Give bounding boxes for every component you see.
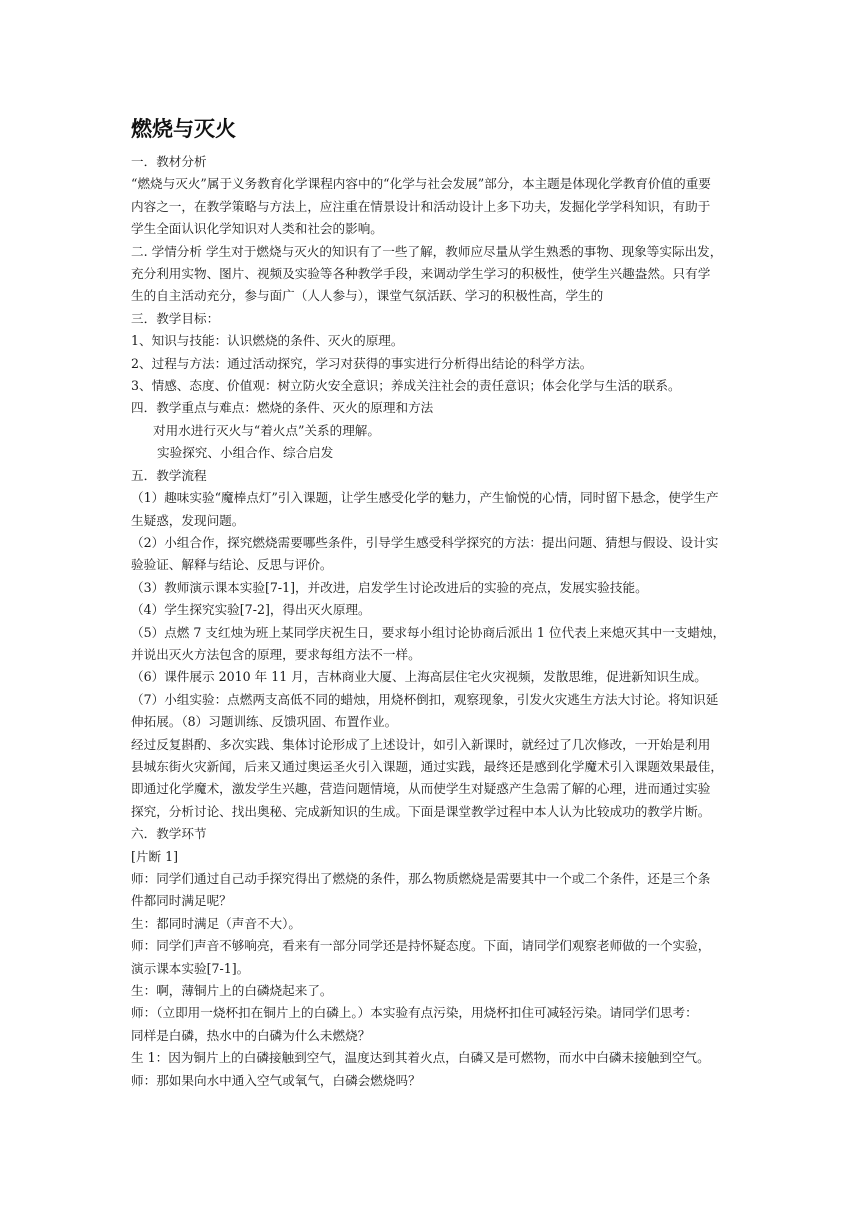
flow-item: 生疑惑，发现问题。 (131, 512, 245, 528)
dialogue-line: 师：同学们通过自己动手探究得出了燃烧的条件，那么物质燃烧是需要其中一个或二个条件，还是三个条 (131, 871, 711, 886)
paragraph-line: 即通过化学魔术，激发学生兴趣，营造问题情境，从而使学生对疑惑产生急需了解的心理，进而通过实验 (131, 781, 711, 797)
dialogue-line: 演示课本实验[7-1]。 (131, 960, 250, 976)
document-title: 燃烧与灭火 (131, 117, 236, 141)
section-heading-2: 二. 学情分析 学生对于燃烧与灭火的知识有了一些了解，教师应尽量从学生熟悉的事物、现象等实际出发， (131, 243, 723, 259)
goal-item: 1、知识与技能：认识燃烧的条件、灭火的原理。 (131, 333, 404, 349)
section-heading-4: 四．教学重点与难点：燃烧的条件、灭火的原理和方法 (131, 400, 434, 416)
flow-item: （2）小组合作，探究燃烧需要哪些条件，引导学生感受科学探究的方法：提出问题、猜想与假设、设计实 (131, 534, 719, 550)
paragraph-line: 生的自主活动充分，参与面广（人人参与），课堂气氛活跃、学习的积极性高，学生的 (131, 288, 604, 304)
paragraph-line: 经过反复斟酌、多次实践、集体讨论形成了上述设计，如引入新课时，就经过了几次修改，一开始是利用 (131, 736, 711, 752)
section-heading-3: 三．教学目标： (131, 310, 220, 326)
paragraph-line: 内容之一，在教学策略与方法上，应注重在情景设计和活动设计上多下功夫，发掘化学学科知识，有助于 (131, 198, 711, 214)
paragraph-line: 学生全面认识化学知识对人类和社会的影响。 (131, 221, 383, 237)
document-body (131, 151, 735, 1092)
dialogue-line: 生 1：因为铜片上的白磷接触到空气，温度达到其着火点，白磷又是可燃物，而水中白磷未接触到空气。 (131, 1050, 710, 1066)
dialogue-line: 生：啊，薄铜片上的白磷烧起来了。 (131, 983, 333, 999)
dialogue-line: 师：那如果向水中通入空气或氧气，白磷会燃烧吗？ (131, 1072, 421, 1088)
flow-item: 伸拓展。（8）习题训练、反馈巩固、布置作业。 (131, 714, 398, 730)
section-heading-1: 一．教材分析 (131, 154, 207, 169)
flow-item: （1）趣味实验“魔棒点灯”引入课题，让学生感受化学的魅力，产生愉悦的心情，同时留下悬念，使学生产 (131, 490, 719, 506)
section-heading-5: 五．教学流程 (131, 467, 207, 483)
paragraph-line: “燃烧与灭火”属于义务教育化学课程内容中的“化学与社会发展”部分，本主题是体现化学教育价值的重要 (131, 176, 711, 192)
flow-item: 验验证、解释与结论、反思与评价。 (131, 557, 333, 573)
paragraph-line: 充分利用实物、图片、视频及实验等各种教学手段，来调动学生学习的积极性，使学生兴趣盎然。只有学 (131, 266, 711, 282)
flow-item: （6）课件展示 2010 年 11 月，吉林商业大厦、上海高层住宅火灾视频，发散思维，促进新知识生成。 (131, 669, 707, 685)
paragraph-line-indented: 对用水进行灭火与“着火点”关系的理解。 (153, 422, 380, 438)
dialogue-line: 件都同时满足呢？ (131, 893, 232, 909)
fragment-label: [片断 1] (131, 848, 179, 864)
section-heading-6: 六．教学环节 (131, 826, 207, 842)
flow-item: （5）点燃 7 支红烛为班上某同学庆祝生日，要求每小组讨论协商后派出 1 位代表上来熄灭其中一支蜡烛， (131, 624, 726, 640)
paragraph-line: 县城东街火灾新闻，后来又通过奥运圣火引入课题，通过实践，最终还是感到化学魔术引入课题效果最佳， (131, 758, 723, 774)
dialogue-line: 师：（立即用一烧杯扣在铜片上的白磷上。）本实验有点污染，用烧杯扣住可减轻污染。请同学们思考： (131, 1005, 698, 1021)
dialogue-line: 同样是白磷，热水中的白磷为什么未燃烧？ (131, 1027, 371, 1043)
flow-item: （4）学生探究实验[7-2]，得出灭火原理。 (131, 602, 371, 618)
flow-item: （7）小组实验：点燃两支高低不同的蜡烛，用烧杯倒扣，观察现象，引发火灾逃生方法大讨论。将知识延 (131, 691, 719, 707)
paragraph-line: 探究，分析讨论、找出奥秘、完成新知识的生成。下面是课堂教学过程中本人认为比较成功的教学片断。 (131, 803, 711, 819)
dialogue-line: 生：都同时满足（声音不大）。 (131, 915, 302, 931)
goal-item: 2、过程与方法：通过活动探究，学习对获得的事实进行分析得出结论的科学方法。 (131, 355, 593, 371)
dialogue-line: 师：同学们声音不够响亮，看来有一部分同学还是持怀疑态度。下面，请同学们观察老师做的一个实验， (131, 938, 711, 954)
goal-item: 3、情感、态度、价值观：树立防火安全意识；养成关注社会的责任意识；体会化学与生活的联系。 (131, 378, 681, 394)
paragraph-line-indented: 实验探究、小组合作、综合启发 (157, 445, 334, 461)
flow-item: （3）教师演示课本实验[7-1]，并改进，启发学生讨论改进后的实验的亮点，发展实验技能。 (131, 579, 648, 595)
flow-item: 并说出灭火方法包含的原理，要求每组方法不一样。 (131, 646, 421, 662)
